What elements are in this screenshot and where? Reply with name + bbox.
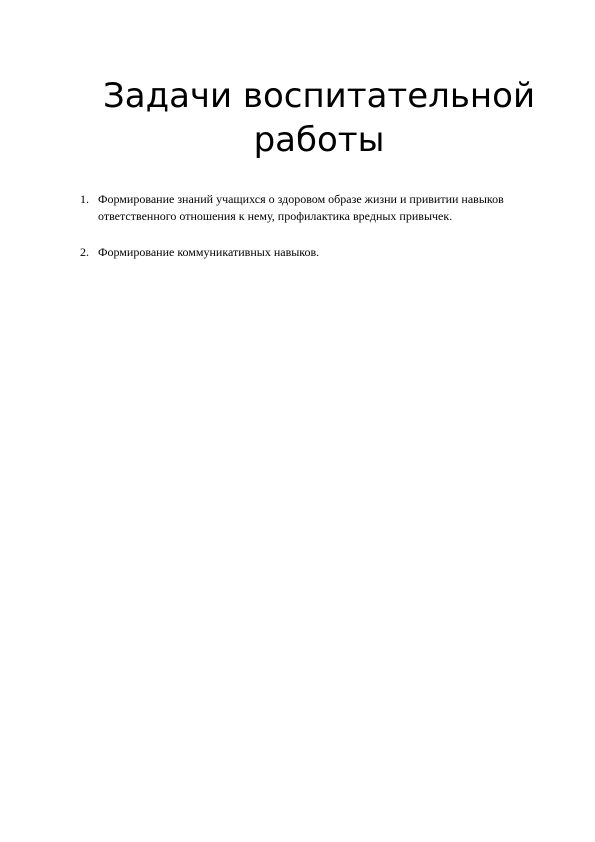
- page-title: Задачи воспитательной работы: [102, 76, 536, 160]
- list-item: [80, 244, 520, 261]
- list-item-number: 2.: [80, 245, 89, 259]
- list-item: [80, 191, 520, 225]
- list-item-text: Формирование знаний учащихся о здоровом образе жизни и привитии навыков ответственного отношения к нему, профилактика вредных привычек.: [98, 192, 504, 223]
- list-item-number: 1.: [80, 192, 89, 206]
- list-item-text: Формирование коммуникативных навыков.: [98, 245, 320, 259]
- tasks-list: [80, 191, 520, 280]
